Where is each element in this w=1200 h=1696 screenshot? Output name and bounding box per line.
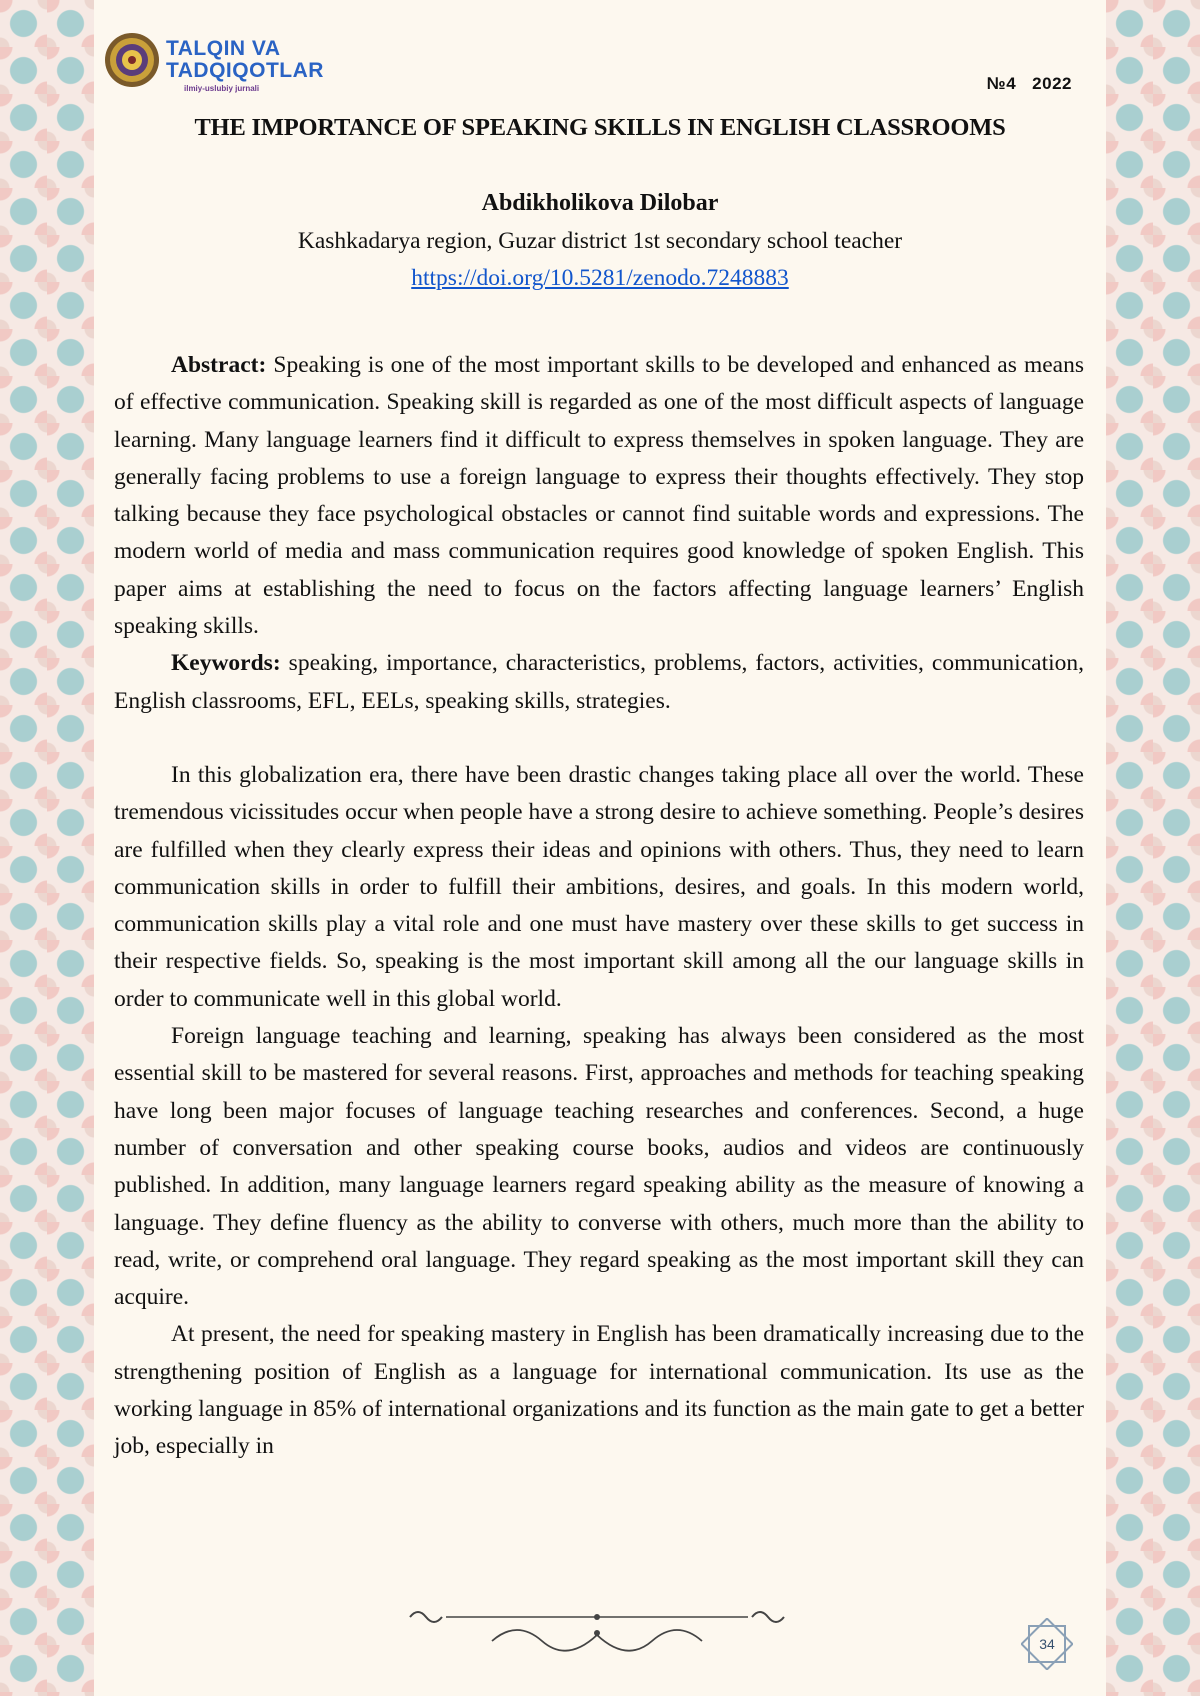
doi-line xyxy=(114,265,1086,292)
issue-year: 2022 xyxy=(1032,74,1072,93)
keywords xyxy=(114,645,1084,720)
abstract xyxy=(114,347,1084,645)
issue-info xyxy=(987,74,1072,94)
journal-subtitle: ilmiy-uslubiy jurnali xyxy=(184,84,260,93)
page-number: 34 xyxy=(1039,1636,1055,1652)
decorative-border-right xyxy=(1106,0,1200,1696)
body-paragraph: In this globalization era, there have been drastic changes taking place all over the world. These tremendous vicissitudes occur when people have a strong desire to achieve something. People’s desires are fulfilled when they clearly express their ideas and opinions with others. Thus, they need to learn communication skills in order to fulfill their ambitions, desires, and goals. In this modern world, communication skills play a vital role and one must have mastery over these skills to get success in their respective fields. So, speaking is the most important skill among all the our language skills in order to communicate well in this global world. xyxy=(114,761,1084,1012)
body-paragraph: At present, the need for speaking mastery in English has been dramatically increasing due to the strengthening position of English as a language for international communication. Its use as the working language in 85% of international organizations and its function as the main gate to get a better job, especially in xyxy=(114,1321,1084,1460)
decorative-border-left xyxy=(0,0,94,1696)
journal-logo xyxy=(104,30,344,102)
journal-name-line1: TALQIN VA xyxy=(166,37,281,60)
article-title: THE IMPORTANCE OF SPEAKING SKILLS IN ENGLISH CLASSROOMS xyxy=(194,114,1006,141)
issue-number: №4 xyxy=(986,74,1017,93)
journal-name-line2: TADQIQOTLAR xyxy=(166,59,324,82)
keywords-label: Keywords: xyxy=(171,650,281,677)
mandala-icon xyxy=(104,30,164,94)
abstract-label: Abstract: xyxy=(171,352,267,378)
doi-link[interactable]: https://doi.org/10.5281/zenodo.7248883 xyxy=(411,265,789,291)
body-paragraph: Foreign language teaching and learning, speaking has always been considered as the most essential skill to be mastered for several reasons. First, approaches and methods for teaching speaking have long been major focuses of language teaching researches and conferences. Second, a huge number of conversation and other speaking course books, audios and videos are continuously published. In addition, many language learners regard speaking ability as the measure of knowing a language. They define fluency as the ability to converse with others, much more than the ability to read, write, or comprehend oral language. They regard speaking as the most important skill they can acquire. xyxy=(114,1023,1084,1311)
author-name: Abdikholikova Dilobar xyxy=(481,190,719,216)
keywords-text: speaking, importance, characteristics, problems, factors, activities, communication, English classrooms, EFL, EELs, speaking skills, strategies. xyxy=(114,650,1084,714)
author-affiliation: Kashkadarya region, Guzar district 1st secondary school teacher xyxy=(297,228,903,254)
abstract-text: Speaking is one of the most important skills to be developed and enhanced as means of effective communication. Speaking skill is regarded as one of the most difficult aspects of language learning. Many language learners find it difficult to express themselves in spoken language. They are generally facing problems to use a foreign language to express their thoughts effectively. They stop talking because they face psychological obstacles or cannot find suitable words and expressions. The modern world of media and mass communication requires good knowledge of spoken English. This paper aims at establishing the need to focus on the factors affecting language learners’ English speaking skills. xyxy=(114,352,1084,640)
footer-ornament xyxy=(402,1603,792,1660)
page-number-box xyxy=(1021,1618,1073,1670)
article-body xyxy=(114,347,1084,1466)
